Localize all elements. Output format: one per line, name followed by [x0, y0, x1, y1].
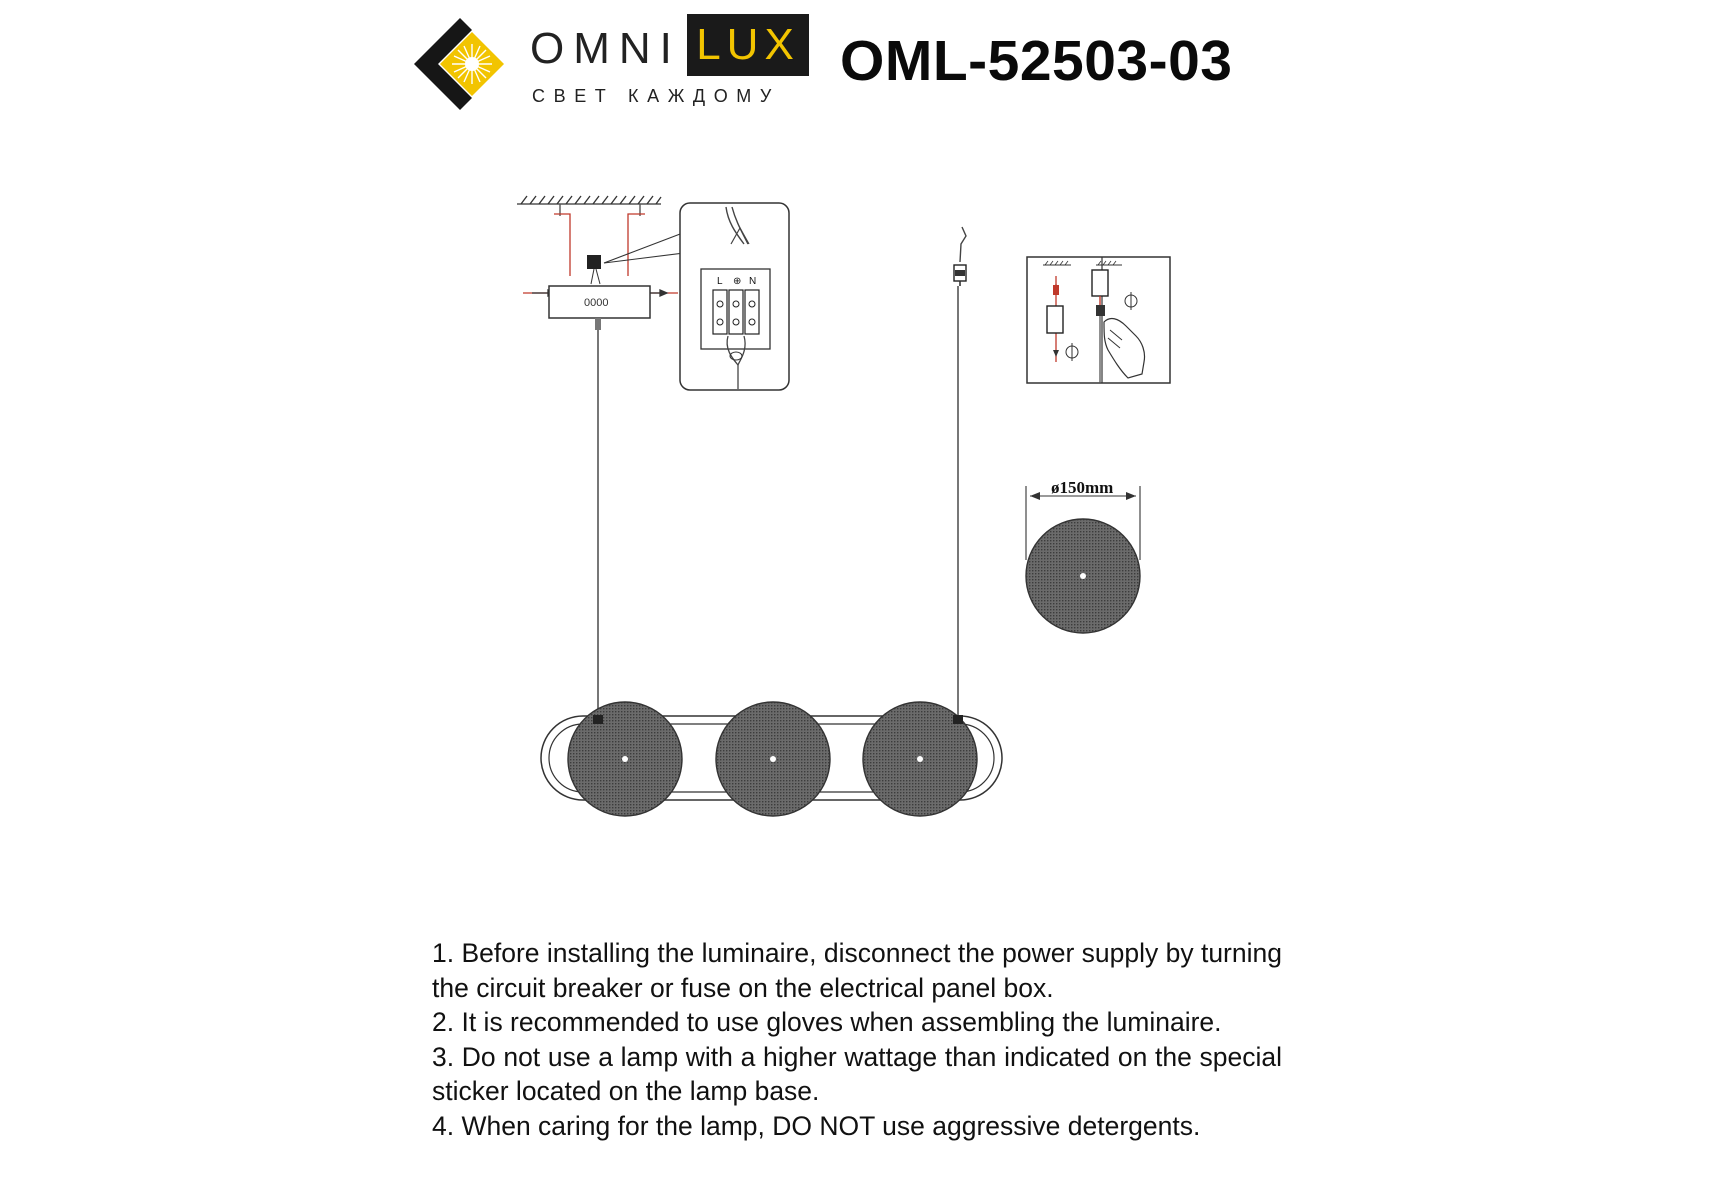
shade-1 [568, 702, 682, 816]
mounting-bracket [523, 214, 678, 293]
suspension-cable-right [954, 227, 966, 716]
terminal-label-n: N [749, 276, 757, 287]
instruction-item: 4. When caring for the lamp, DO NOT use aggressive detergents. [432, 1110, 1201, 1141]
ceiling-hatch [517, 196, 661, 204]
terminal-block-detail [680, 203, 789, 390]
instruction-item: 3. Do not use a lamp with a higher wattage than indicated on the special sticker located on the lamp base. [432, 1041, 1282, 1107]
height-adjustment-detail [1027, 257, 1170, 383]
safety-instructions [432, 936, 1282, 1144]
shade-dimension [1026, 478, 1140, 633]
shade-2 [716, 702, 830, 816]
brand-tagline: СВЕТ КАЖДОМУ [532, 86, 780, 106]
canopy-label: 0000 [584, 297, 609, 309]
canopy [549, 286, 650, 318]
brand-name-omni: OMNI [530, 24, 681, 73]
terminal-label-ground: ⊕ [733, 276, 742, 287]
cable-clamp-left [595, 318, 601, 330]
product-model-title: OML-52503-03 [840, 29, 1233, 93]
instruction-item: 1. Before installing the luminaire, disconnect the power supply by turning the circuit breaker or fuse on the electrical panel box. [432, 938, 1282, 1003]
brand-name-lux: LUX [687, 14, 809, 76]
terminal-label-l: L [717, 276, 723, 287]
diameter-label: ø150mm [1051, 478, 1114, 497]
instruction-item: 2. It is recommended to use gloves when assembling the luminaire. [432, 1007, 1222, 1038]
fixture-body [541, 702, 1002, 816]
terminal-block-small [587, 255, 601, 284]
